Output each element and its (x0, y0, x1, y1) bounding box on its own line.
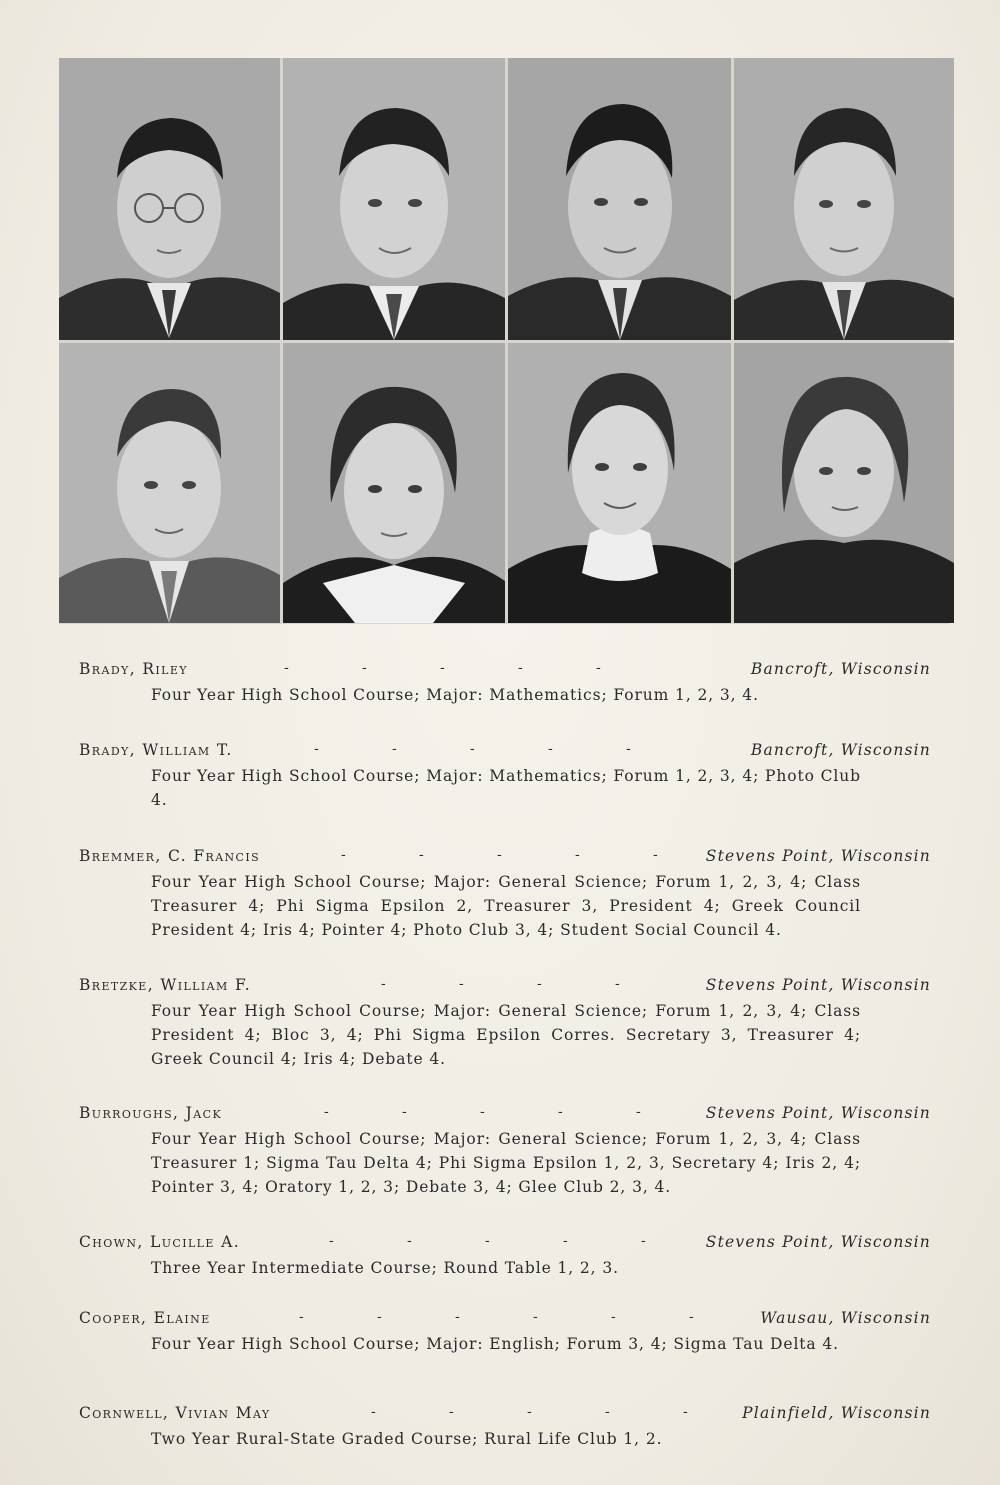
student-hometown: Plainfield, Wisconsin (742, 1404, 931, 1422)
portrait-photo (59, 343, 280, 623)
student-activities: Four Year High School Course; Major: English; Forum 3, 4; Sigma Tau Delta 4. (151, 1335, 839, 1353)
student-activities: Four Year High School Course; Major: General Science; Forum 1, 2, 3, 4; Class Treasurer 1; Sigma Tau Delta 4; Phi Sigma Epsilon 1, 2, 3, Secretary 4; Iris 2, 4; Pointer 3, 4; Oratory 1, 2, 3; Debate 3, 4; Glee Club 2, 3, 4. (151, 1130, 861, 1196)
student-hometown: Bancroft, Wisconsin (750, 741, 931, 759)
student-activities: Four Year High School Course; Major: General Science; Forum 1, 2, 3, 4; Class President 4; Bloc 3, 4; Phi Sigma Epsilon Corres. Secretary 3, Treasurer 4; Greek Council 4; Iris 4; Debate 4. (151, 1002, 861, 1068)
leader-dashes: - - - - - (341, 847, 658, 863)
student-activities: Four Year High School Course; Major: General Science; Forum 1, 2, 3, 4; Class Treasurer 4; Phi Sigma Epsilon 2, Treasurer 3, President 4; Greek Council President 4; Iris 4; Pointer 4; Photo Club 3, 4; Student Social Council 4. (151, 873, 861, 939)
student-name: Brady, Riley (79, 660, 188, 678)
student-name: Cornwell, Vivian May (79, 1404, 271, 1422)
leader-dashes: - - - - - (284, 660, 601, 676)
portrait-photo (283, 343, 505, 623)
portrait-photo (734, 58, 954, 340)
student-entry (79, 1404, 931, 1451)
portrait-photo (734, 343, 954, 623)
student-name: Chown, Lucille A. (79, 1233, 241, 1251)
student-entry (79, 1309, 931, 1356)
student-name: Brady, William T. (79, 741, 233, 759)
student-activities: Three Year Intermediate Course; Round Table 1, 2, 3. (151, 1259, 619, 1277)
portrait-photo (508, 58, 731, 340)
portrait-grid (59, 58, 949, 624)
student-name: Bremmer, C. Francis (79, 847, 261, 865)
student-hometown: Stevens Point, Wisconsin (705, 1233, 931, 1251)
student-entry (79, 1104, 931, 1199)
student-hometown: Stevens Point, Wisconsin (705, 976, 931, 994)
leader-dashes: - - - - - - (299, 1309, 694, 1325)
portrait-photo (283, 58, 505, 340)
student-activities: Four Year High School Course; Major: Mathematics; Forum 1, 2, 3, 4; Photo Club 4. (151, 767, 861, 809)
leader-dashes: - - - - - (371, 1404, 688, 1420)
leader-dashes: - - - - - (324, 1104, 641, 1120)
student-activities: Two Year Rural-State Graded Course; Rural Life Club 1, 2. (151, 1430, 663, 1448)
student-activities: Four Year High School Course; Major: Mathematics; Forum 1, 2, 3, 4. (151, 686, 759, 704)
leader-dashes: - - - - - (329, 1233, 646, 1249)
student-hometown: Bancroft, Wisconsin (750, 660, 931, 678)
portrait-photo (508, 343, 731, 623)
student-name: Cooper, Elaine (79, 1309, 211, 1327)
student-entry (79, 976, 931, 1071)
student-entry (79, 741, 931, 812)
student-entry (79, 847, 931, 942)
portrait-photo (59, 58, 280, 340)
student-entry (79, 660, 931, 707)
student-hometown: Wausau, Wisconsin (760, 1309, 931, 1327)
leader-dashes: - - - - - (314, 741, 631, 757)
student-hometown: Stevens Point, Wisconsin (705, 1104, 931, 1122)
student-hometown: Stevens Point, Wisconsin (705, 847, 931, 865)
student-entry (79, 1233, 931, 1280)
student-name: Bretzke, William F. (79, 976, 252, 994)
leader-dashes: - - - - (381, 976, 620, 992)
student-name: Burroughs, Jack (79, 1104, 223, 1122)
